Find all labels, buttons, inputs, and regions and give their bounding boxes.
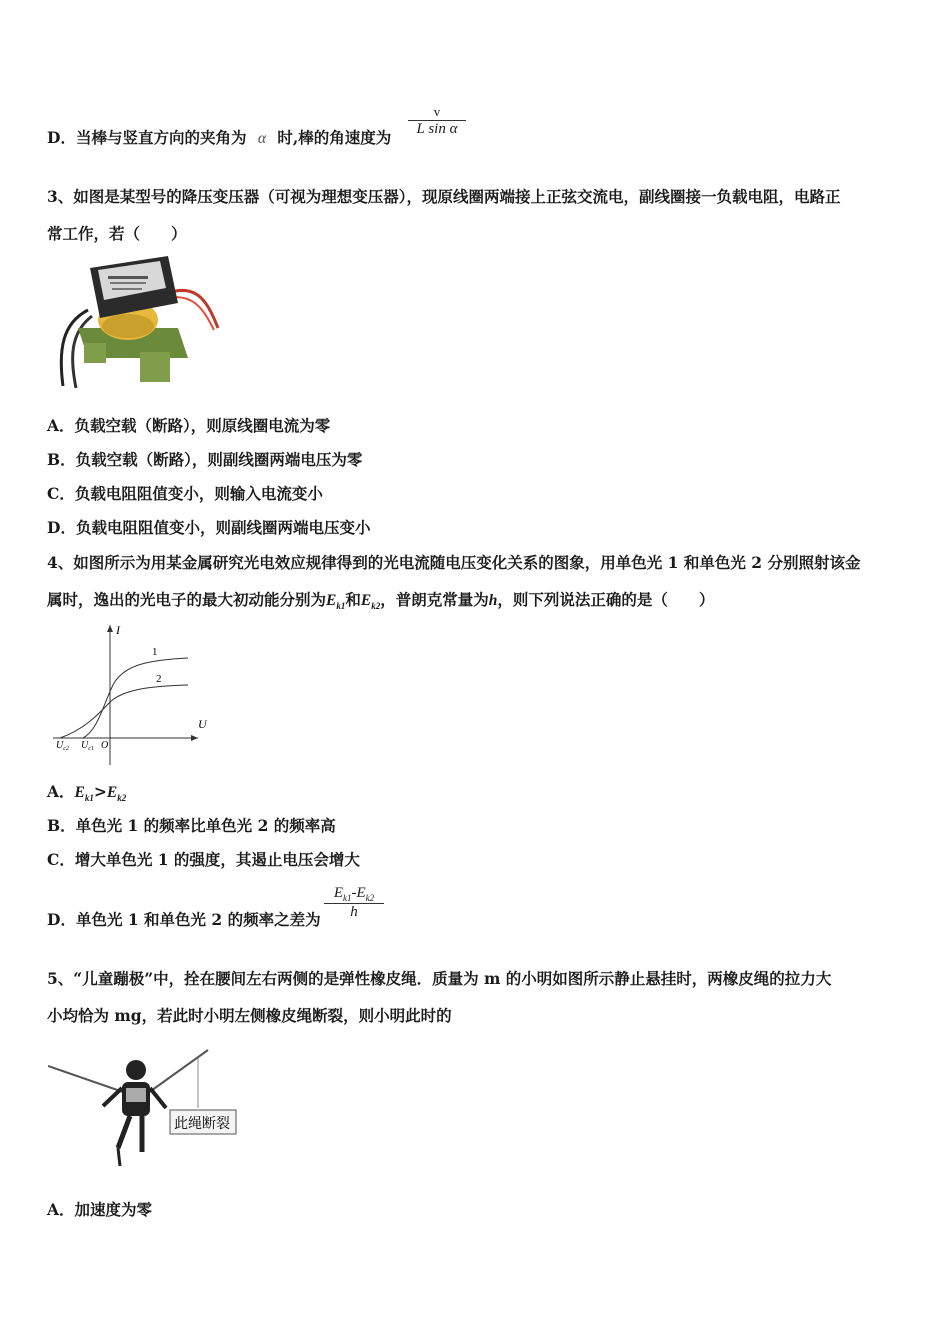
q5-stem-line1: 5、“儿童蹦极”中，拴在腰间左右两侧的是弹性橡皮绳．质量为 m 的小明如图所示静止悬挂时，两橡皮绳的拉力大: [47, 969, 832, 988]
q2-option-d: [47, 128, 391, 149]
q4-stem-line2: [47, 590, 714, 616]
q2-option-d-mid: 时,棒的角速度为: [277, 128, 392, 147]
transformer-image: [48, 248, 223, 393]
q4-option-c: C．增大单色光 1 的强度，其遏止电压会增大: [47, 850, 360, 869]
curve-2-label: 2: [156, 673, 162, 685]
option-a-ek1: $E_{k1}$: [74, 784, 94, 804]
curve-2: [60, 685, 188, 738]
fraction-denominator: L sin α: [416, 121, 458, 137]
q2-fraction: [408, 104, 466, 138]
curve-1: [83, 658, 188, 738]
q4-option-a: [47, 782, 126, 808]
q4-fraction: [324, 885, 384, 921]
q4-stem-line2-a: 属时，逸出的光电子的最大初动能分别为: [47, 590, 327, 609]
alpha-symbol: α: [257, 130, 266, 147]
q5-option-a: A．加速度为零: [47, 1200, 153, 1219]
q4-stem-line1: 4、如图所示为用某金属研究光电效应规律得到的光电流随电压变化关系的图象，用单色光 1 和单色光 2 分别照射该金: [47, 553, 861, 572]
option-a-ek2: $E_{k2}$: [106, 784, 127, 804]
q2-option-d-prefix: D．当棒与竖直方向的夹角为: [47, 128, 247, 147]
ek1-symbol: $E_{k1}$: [326, 592, 346, 612]
q4-option-a-prefix: A．: [47, 782, 75, 801]
uc1-label: $U_{c1}$: [81, 740, 94, 752]
q5-stem-line2: 小均恰为 mg，若此时小明左侧橡皮绳断裂，则小明此时的: [47, 1006, 452, 1025]
fraction-numerator: $E_{k1}-E_{k2}$: [333, 885, 375, 903]
q4-and: 和: [345, 590, 361, 609]
left-rope: [48, 1066, 126, 1093]
greater-than: >: [93, 782, 107, 801]
q3-option-b: B．负载空载（断路），则副线圈两端电压为零: [47, 450, 363, 469]
uc2-label: $U_{c2}$: [56, 740, 69, 752]
q4-option-d: D．单色光 1 和单色光 2 的频率之差为: [47, 910, 321, 929]
bungee-image: [48, 1048, 248, 1170]
y-axis-label: I: [116, 623, 120, 637]
x-axis-label: U: [198, 717, 207, 731]
q3-option-c: C．负载电阻阻值变小，则输入电流变小: [47, 484, 323, 503]
q4-option-b: B．单色光 1 的频率比单色光 2 的频率高: [47, 816, 336, 835]
photoelectric-graph: [48, 620, 218, 770]
ek2-symbol: $E_{k2}$: [360, 592, 381, 612]
curve-1-label: 1: [152, 646, 158, 658]
right-rope: [148, 1050, 208, 1093]
q4-stem-line2-c: ，则下列说法正确的是（ ）: [497, 590, 715, 609]
q4-stem-line2-b: ，普朗克常量为: [380, 590, 489, 609]
fraction-numerator: v: [433, 104, 441, 119]
fraction-denominator: h: [350, 904, 358, 920]
rope-break-label: 此绳断裂: [174, 1117, 230, 1132]
q3-option-a: A．负载空载（断路），则原线圈电流为零: [47, 416, 331, 435]
q3-stem-line2: 常工作，若（ ）: [47, 224, 187, 243]
q3-stem-line1: 3、如图是某型号的降压变压器（可视为理想变压器），现原线圈两端接上正弦交流电，副线圈接一负载电阻，电路正: [47, 187, 841, 206]
h-symbol: h: [488, 592, 498, 609]
q3-option-d: D．负载电阻阻值变小，则副线圈两端电压变小: [47, 518, 371, 537]
origin-label: O: [101, 740, 109, 751]
